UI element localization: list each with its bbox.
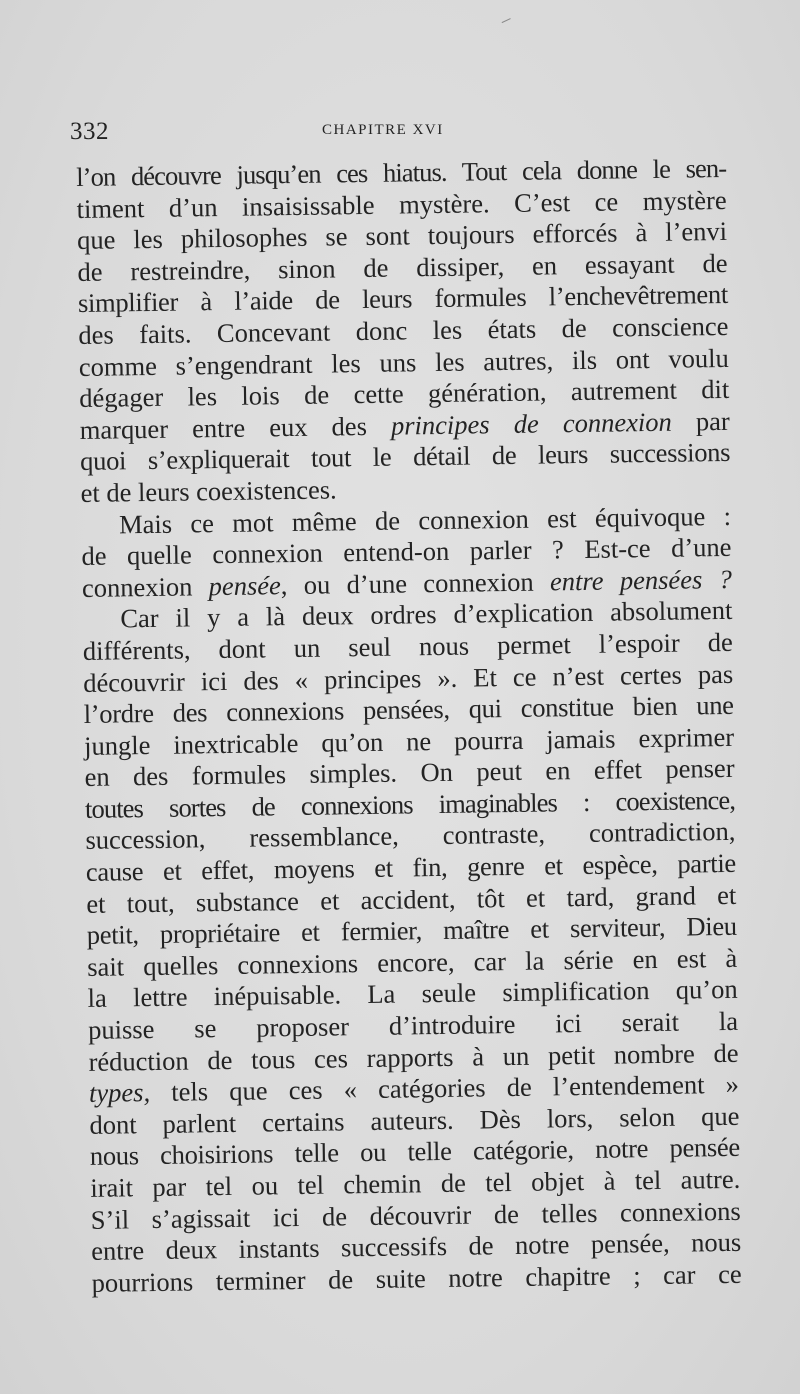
page-number: 332 [70,118,109,145]
text-line: jungle inextricable qu’on ne pourra jamais exprimer [83,721,735,761]
line-segment: par [671,405,730,437]
italic-phrase: entre pensées ? [549,563,733,597]
body-text [76,153,742,1299]
text-line: puisse se proposer d’introduire ici serait la [87,1005,739,1045]
text-line: simplifier à l’aide de leurs formules l’enchevêtrement [77,279,729,319]
text-line: l’ordre des connexions pensées, qui constitue bien une [83,689,734,730]
page-header [70,114,725,154]
text-line: et tout, substance et accident, tôt et tard, grand et [86,879,737,919]
text-line: la lettre inépuisable. La seule simplification qu’on [87,974,738,1014]
text-line: différents, dont un seul nous permet l’espoir de [82,626,733,666]
text-line: dégager les lois de cette génération, autrement dit [79,374,730,414]
text-line: l’on découvre jusqu’en ces hiatus. Tout cela donne le sen- [76,152,727,192]
italic-phrase: types, [88,1077,151,1109]
text-line: quoi s’expliquerait tout le détail de leurs successions [79,437,731,477]
paragraph-start-line: Mais ce mot même de connexion est équivoque : [118,500,732,539]
text-line: en des formules simples. On peut en effet penser [84,753,735,793]
text-line: entre deux instants successifs de notre pensée, nous [90,1227,742,1267]
text-line: que les philosophes se sont toujours efforcés à l’envi [76,216,728,256]
text-line: de restreindre, sinon de dissiper, en essayant de [77,247,728,287]
text-line: succession, ressemblance, contraste, contradiction, [85,816,736,856]
paragraph-end-line: et de leurs coexistences. [80,474,337,508]
text-line: cause et effet, moyens et fin, genre et espèce, partie [85,847,737,887]
text-line: de quelle connexion entend-on parler ? Est-ce d’une [81,532,732,572]
paragraph-start-line: Car il y a là deux ordres d’explication absolument [120,595,733,634]
italic-phrase: pensée [208,569,281,601]
text-line: irait par tel ou tel chemin de tel objet à tel autre. [90,1163,741,1203]
text-line: comme s’engendrant les uns les autres, ils ont voulu [78,342,730,382]
text-line: dont parlent certains auteurs. Dès lors, selon que [89,1100,740,1140]
text-line: toutes sortes de connexions imaginables : coexistence, [84,784,736,824]
text-line: réduction de tous ces rapports à un petit nombre de [88,1037,739,1077]
line-segment: tels que ces « catégories de l’entendement » [149,1069,740,1108]
line-segment: marquer entre eux des [79,410,392,445]
italic-phrase: principes de connexion [390,406,672,441]
line-segment: connexion [81,570,209,603]
text-line: pourrions terminer de suite notre chapitre ; car ce [91,1258,742,1298]
text-line: des faits. Concevant donc les états de conscience [78,310,729,350]
text-line: timent d’un insaisissable mystère. C’est ce mystère [76,184,727,224]
text-line: sait quelles connexions encore, car la série en est à [87,942,738,982]
text-line: découvrir ici des « principes ». Et ce n’est certes pas [83,658,734,698]
ink-mark: ⸝ [499,4,516,29]
line-segment: , ou d’une connexion [280,566,551,600]
text-line: petit, propriétaire et fermier, maître et serviteur, Dieu [86,911,737,951]
text-line: S’il s’agissait ici de découvrir de telles connexions [90,1195,741,1235]
running-head: CHAPITRE XVI [322,122,444,138]
text-line: nous choisirions telle ou telle catégorie, notre pensée [89,1132,741,1172]
